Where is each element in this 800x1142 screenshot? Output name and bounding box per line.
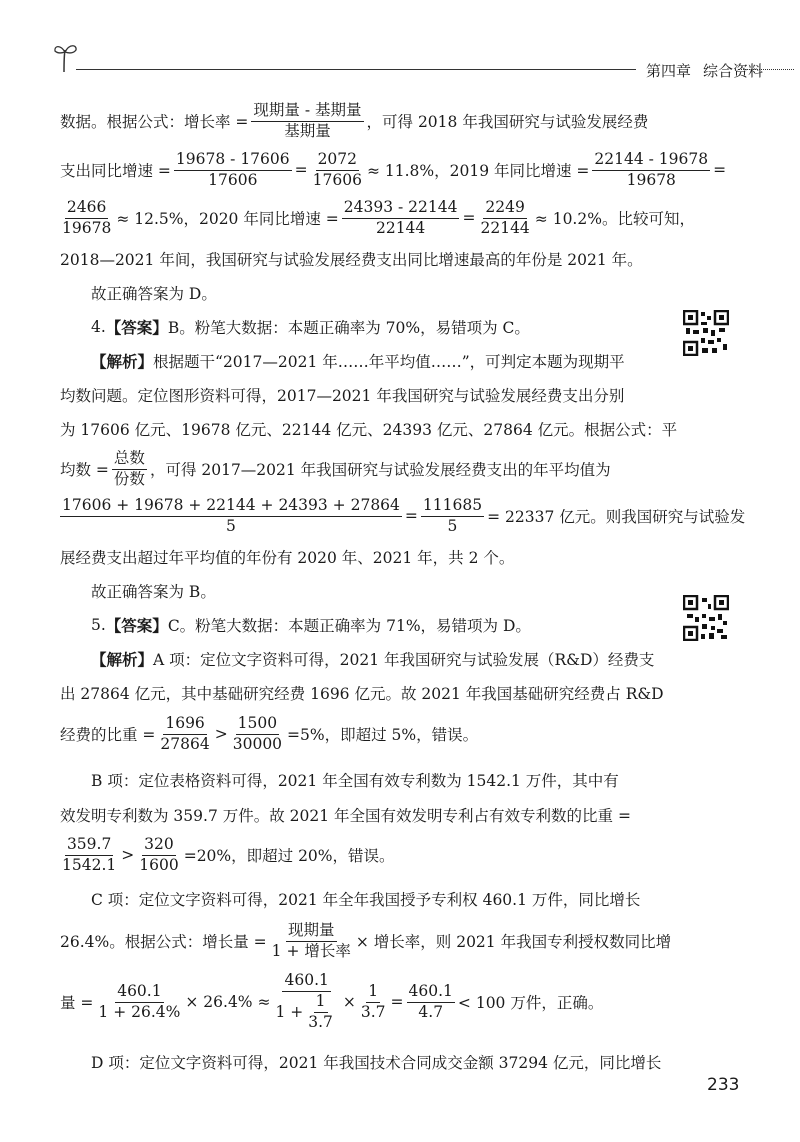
fraction [96, 983, 182, 1022]
fraction [60, 836, 118, 875]
question-5-answer [60, 608, 670, 642]
numerator: 22144 - 19678 [592, 151, 710, 171]
fraction [60, 199, 113, 238]
denominator: 19678 [62, 218, 112, 237]
text-span: ，可得 2018 年我国研究与试验发展经费 [366, 113, 649, 131]
fraction [478, 199, 531, 238]
section-title: 综合资料 [703, 62, 764, 80]
denominator: 27864 [160, 734, 210, 753]
text-span: > [214, 725, 228, 743]
text-line [60, 446, 670, 492]
analysis-tag: 【解析】 [91, 650, 154, 669]
text-span: = [390, 993, 404, 1011]
answer-line: 故正确答案为 D。 [91, 285, 217, 303]
header-dotted-rule [738, 69, 794, 70]
text-span: C。粉笔大数据：本题正确率为 71%，易错项为 D。 [167, 617, 531, 635]
denominator: 1600 [139, 855, 179, 874]
text-line: 均数问题。定位图形资料可得，2017—2021 年我国研究与试验发展经费支出分别 [60, 387, 625, 405]
numerator: 现期量 [286, 922, 337, 942]
question-number: 4. [91, 318, 106, 336]
fraction [342, 199, 460, 238]
text-line [60, 492, 746, 540]
numerator: 17606 + 19678 + 22144 + 24393 + 27864 [60, 497, 402, 517]
numerator: 359.7 [65, 836, 113, 856]
fraction [174, 151, 292, 190]
page-body [60, 96, 746, 1080]
text-span: 数据。根据公式：增长率 = [60, 113, 249, 131]
numerator: 总数 [112, 450, 147, 470]
fraction [592, 151, 710, 190]
numerator: 1500 [236, 715, 279, 735]
denominator: 1542.1 [62, 855, 117, 874]
text-span: 1 + [275, 1002, 304, 1021]
denominator: 5 [226, 516, 236, 535]
question-4-analysis [60, 344, 670, 378]
text-line [60, 710, 670, 758]
numerator: 320 [142, 836, 176, 856]
answer-line: 故正确答案为 B。 [91, 583, 216, 601]
text-line: 为 17606 亿元、19678 亿元、22144 亿元、24393 亿元、27864 亿元。根据公式：平 [60, 421, 678, 439]
text-span: ≈ 11.8%，2019 年同比增速 = [366, 162, 590, 180]
denominator: 3.7 [308, 1012, 333, 1031]
numerator: 111685 [421, 497, 484, 517]
numerator: 460.1 [407, 983, 455, 1003]
denominator: 17606 [312, 170, 362, 189]
denominator: 基期量 [284, 121, 331, 140]
question-4-answer [60, 310, 670, 344]
qr-code-icon[interactable] [683, 595, 729, 641]
nested-fraction [306, 993, 335, 1032]
fraction [158, 715, 211, 754]
denominator: 22144 [480, 218, 530, 237]
text-span: = [462, 209, 476, 227]
text-span: 均数 = [60, 461, 109, 479]
denominator: 1 + 增长率 [271, 941, 351, 960]
text-span: A 项：定位文字资料可得，2021 年我国研究与试验发展（R&D）经费支 [153, 651, 655, 669]
text-span: = [713, 161, 727, 179]
fraction [231, 715, 284, 754]
text-line: 出 27864 亿元，其中基础研究经费 1696 亿元。故 2021 年我国基础研究经费占 R&D [60, 685, 664, 703]
qr-code-icon[interactable] [683, 310, 729, 356]
numerator: 460.1 [115, 983, 163, 1003]
numerator: 24393 - 22144 [342, 199, 460, 219]
answer-tag: 【答案】 [105, 318, 168, 337]
denominator: 30000 [232, 734, 283, 753]
text-span: 量 = [60, 994, 94, 1012]
fraction [407, 983, 455, 1022]
text-span: 26.4%。根据公式：增长量 = [60, 933, 267, 951]
compound-fraction [273, 972, 339, 1031]
numerator: 1 [366, 983, 380, 1003]
denominator [273, 992, 339, 1032]
text-span: ≈ 12.5%，2020 年同比增速 = [116, 210, 339, 228]
header-rule [76, 69, 636, 70]
analysis-tag: 【解析】 [91, 352, 154, 371]
text-span: B。粉笔大数据：本题正确率为 70%，易错项为 C。 [167, 319, 530, 337]
text-span: 根据题干“2017—2021 年……年平均值……”，可判定本题为现期平 [153, 353, 625, 371]
denominator: 4.7 [418, 1002, 444, 1021]
text-span: × 26.4% ≈ [185, 993, 271, 1011]
text-span: < 100 万件，正确。 [457, 994, 604, 1012]
fraction [359, 983, 388, 1022]
denominator: 22144 [375, 218, 426, 237]
text-span: 支出同比增速 = [60, 162, 171, 180]
question-5-analysis [60, 642, 670, 676]
numerator: 2072 [316, 151, 359, 171]
question-number: 5. [91, 616, 106, 634]
answer-tag: 【答案】 [105, 616, 168, 635]
numerator: 19678 - 17606 [174, 151, 292, 171]
text-line [60, 96, 670, 146]
fraction [421, 497, 484, 536]
fraction [311, 151, 364, 190]
denominator: 1 + 26.4% [98, 1002, 181, 1021]
denominator: 3.7 [360, 1002, 386, 1021]
text-span: ≈ 10.2%。比较可知， [534, 210, 695, 228]
text-span: × 增长率，则 2021 年我国专利授权数同比增 [355, 933, 672, 951]
page-number: 233 [707, 1075, 740, 1095]
text-line: 效发明专利数为 359.7 万件。故 2021 年全国有效发明专利占有效专利数的比重 = [60, 807, 631, 825]
text-line: 2018—2021 年间，我国研究与试验发展经费支出同比增速最高的年份是 2021 年。 [60, 251, 643, 269]
chapter-title: 第四章 [646, 62, 692, 80]
fraction [137, 836, 180, 875]
text-line: B 项：定位表格资料可得，2021 年全国有效专利数为 1542.1 万件，其中有 [91, 772, 619, 790]
page-header [52, 40, 792, 80]
text-span: = [294, 161, 308, 179]
denominator: 19678 [626, 170, 676, 189]
text-line: 展经费支出超过年平均值的年份有 2020 年、2021 年，共 2 个。 [60, 549, 515, 567]
numerator: 1696 [163, 715, 206, 735]
text-line [60, 832, 670, 878]
denominator: 5 [447, 516, 458, 535]
numerator: 460.1 [282, 972, 330, 992]
fraction [60, 497, 402, 536]
denominator: 份数 [113, 469, 145, 488]
text-line: D 项：定位文字资料可得，2021 年我国技术合同成交金额 37294 亿元，同比增长 [91, 1054, 662, 1072]
text-line [60, 194, 695, 242]
text-span: × [342, 993, 356, 1011]
numerator: 2466 [65, 199, 108, 219]
text-span: =20%，即超过 20%，错误。 [183, 847, 395, 865]
fraction [270, 922, 353, 961]
text-span: = [404, 507, 418, 525]
text-line [60, 146, 727, 194]
text-span: = 22337 亿元。则我国研究与试验发 [487, 508, 746, 526]
text-line [60, 918, 670, 964]
text-line: C 项：定位文字资料可得，2021 年全年我国授予专利权 460.1 万件，同比增长 [91, 891, 641, 909]
text-span: =5%，即超过 5%，错误。 [287, 726, 479, 744]
fraction [251, 102, 363, 141]
text-span: 经费的比重 = [60, 726, 156, 744]
numerator: 1 [314, 993, 328, 1013]
text-line [60, 964, 670, 1040]
fraction [112, 450, 147, 489]
denominator: 17606 [208, 170, 258, 189]
numerator: 2249 [483, 199, 526, 219]
text-span: > [121, 846, 135, 864]
text-span: ，可得 2017—2021 年我国研究与试验发展经费支出的年平均值为 [149, 461, 611, 479]
numerator: 现期量 - 基期量 [251, 102, 363, 122]
